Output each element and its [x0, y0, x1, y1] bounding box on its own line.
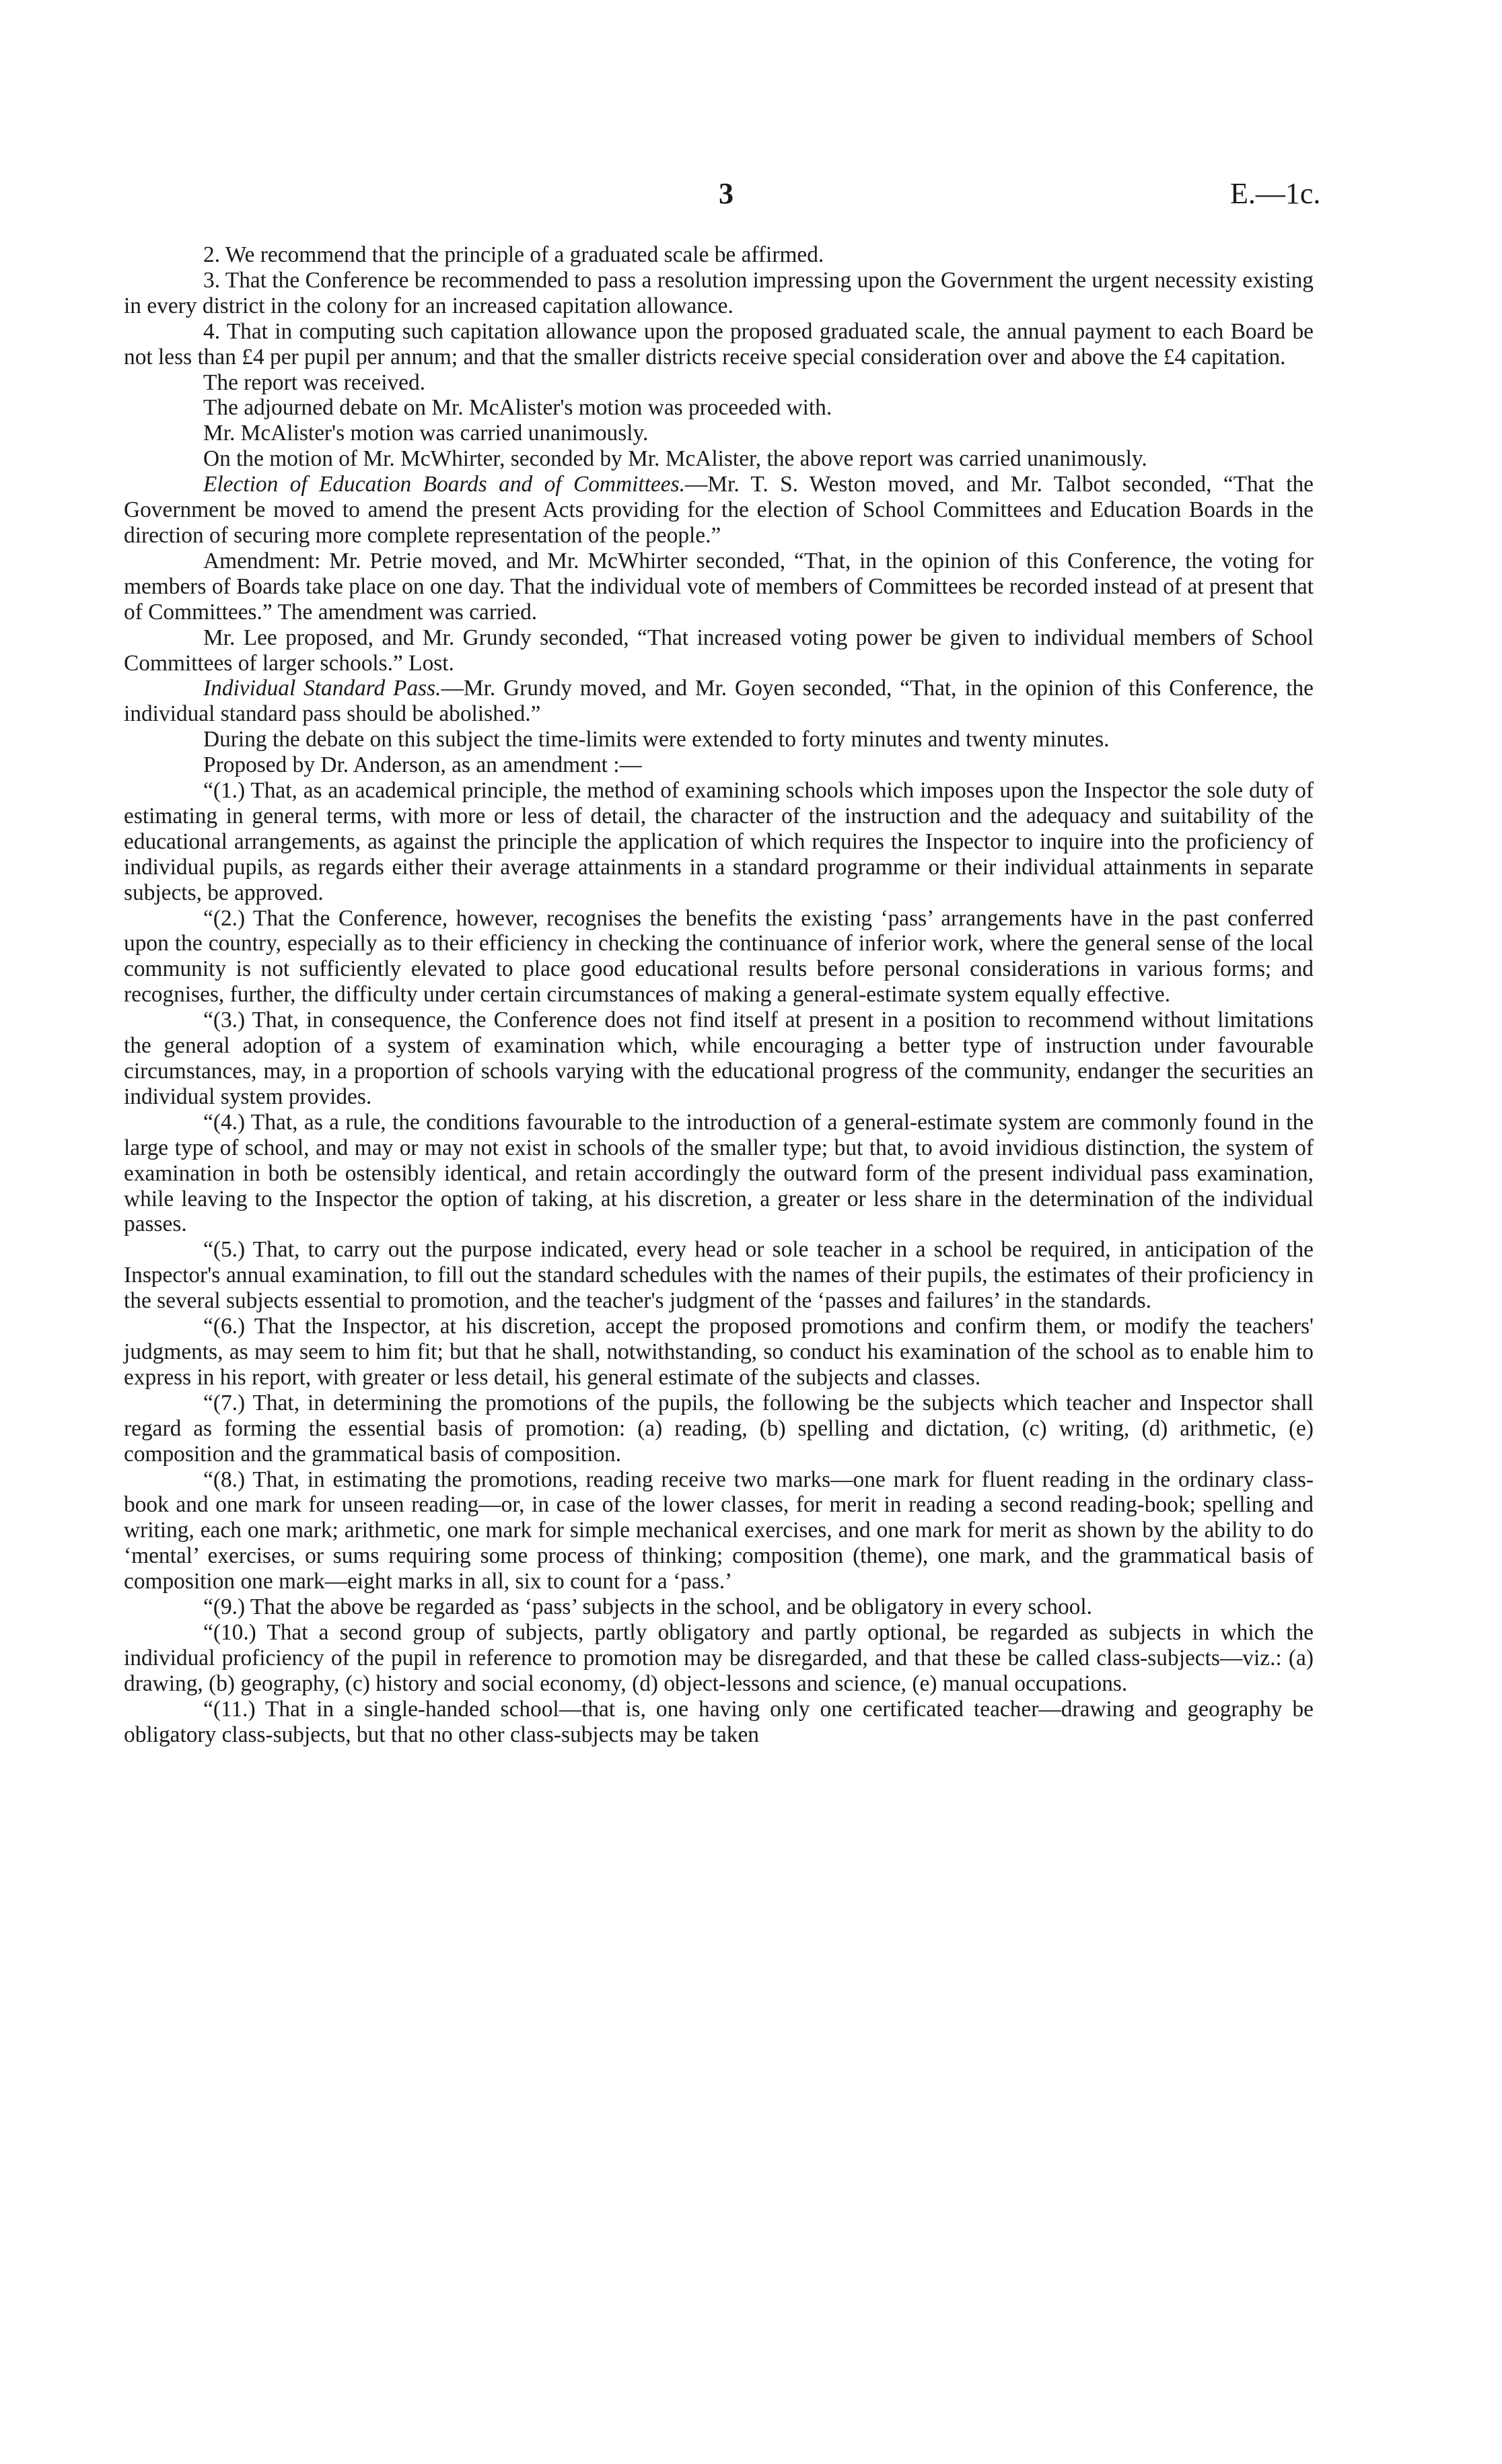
- document-reference: E.—1c.: [1230, 177, 1321, 210]
- paragraph: 2. We recommend that the principle of a graduated scale be affirmed.: [203, 242, 824, 267]
- paragraph: On the motion of Mr. McWhirter, seconded by Mr. McAlister, the above report was carried unanimously.: [203, 446, 1147, 472]
- paragraph: “(3.) That, in consequence, the Conference does not find itself at present in a position to recommend without limitations the general adoption of a system of examination which, while encouraging a better type of instruction under favourable circumstances, may, in a proportion of schools varying with the educational progress of the community, endanger the securities an individual system provides.: [124, 1008, 1314, 1109]
- paragraph: “(7.) That, in determining the promotions of the pupils, the following be the subjects which teacher and Inspector shall regard as forming the essential basis of promotion: (a) reading, (b) spelling and dictation, (c) writing, (d) arithmetic, (e) composition and the grammatical basis of composition.: [124, 1390, 1314, 1467]
- paragraph: “(2.) That the Conference, however, recognises the benefits the existing ‘pass’ arrangements have in the past conferred upon the country, especially as to their efficiency in checking the continuance of inferior work, where the general sense of the local community is not sufficiently elevated to place good educational results before personal considerations in various forms; and recognises, further, the difficulty under certain circumstances of making a general-estimate system equally effective.: [124, 905, 1314, 1008]
- page-number: 3: [719, 177, 734, 210]
- body-text: [124, 242, 1314, 1747]
- paragraph: During the debate on this subject the time-limits were extended to forty minutes and twenty minutes.: [203, 727, 1110, 752]
- paragraph: Proposed by Dr. Anderson, as an amendment :—: [203, 752, 642, 778]
- paragraph: “(9.) That the above be regarded as ‘pass’ subjects in the school, and be obligatory in every school.: [203, 1594, 1092, 1620]
- paragraph: “(4.) That, as a rule, the conditions favourable to the introduction of a general-estimate system are commonly found in the large type of school, and may or may not exist in schools of the smaller type; but that, to avoid invidious distinction, the system of examination in both be ostensibly identical, and retain accordingly the outward form of the present individual pass examination, while leaving to the Inspector the option of taking, at his discretion, a greater or less share in the determination of the individual passes.: [124, 1109, 1314, 1237]
- paragraph: The adjourned debate on Mr. McAlister's motion was proceeded with.: [203, 395, 832, 421]
- page-header: [0, 176, 1502, 217]
- paragraph: “(1.) That, as an academical principle, the method of examining schools which imposes upon the Inspector the sole duty of estimating in general terms, with more or less of detail, the character of the instruction and the adequacy and suitability of the educational arrangements, as against the principle the application of which requires the Inspector to inquire into the proficiency of individual pupils, as regards either their average attainments in a standard programme or their individual attainments in separate subjects, be approved.: [124, 778, 1314, 905]
- paragraph: Amendment: Mr. Petrie moved, and Mr. McWhirter seconded, “That, in the opinion of this Conference, the voting for members of Boards take place on one day. That the individual vote of members of Committees be recorded instead of at present that of Committees.” The amendment was carried.: [124, 548, 1314, 625]
- paragraph: “(10.) That a second group of subjects, partly obligatory and partly optional, be regarded as subjects in which the individual proficiency of the pupil in reference to promotion may be disregarded, and that these be called class-subjects—viz.: (a) drawing, (b) geography, (c) history and social economy, (d) object-lessons and science, (e) manual occupations.: [124, 1619, 1314, 1696]
- paragraph: The report was received.: [203, 369, 426, 395]
- paragraph: “(11.) That in a single-handed school—that is, one having only one certificated teacher—drawing and geography be obligatory class-subjects, but that no other class-subjects may be taken: [124, 1696, 1314, 1747]
- paragraph: “(6.) That the Inspector, at his discretion, accept the proposed promotions and confirm them, or modify the teachers' judgments, as may seem to him fit; but that he shall, notwithstanding, so conduct his examination of the school as to enable him to express in his report, with greater or less detail, his general estimate of the subjects and classes.: [124, 1314, 1314, 1390]
- paragraph: Election of Education Boards and of Committees.—Mr. T. S. Weston moved, and Mr. Talbot seconded, “That the Government be moved to amend the present Acts providing for the election of School Committees and Education Boards in the direction of securing more complete representation of the people.”: [124, 472, 1314, 548]
- paragraph: Mr. McAlister's motion was carried unanimously.: [203, 421, 649, 446]
- paragraph: 4. That in computing such capitation allowance upon the proposed graduated scale, the annual payment to each Board be not less than £4 per pupil per annum; and that the smaller districts receive special consideration over and above the £4 capitation.: [124, 318, 1314, 369]
- paragraph: “(8.) That, in estimating the promotions, reading receive two marks—one mark for fluent reading in the ordinary class-book and one mark for unseen reading—or, in case of the lower classes, for merit in reading a second reading-book; spelling and writing, each one mark; arithmetic, one mark for simple mechanical exercises, and one mark for merit as shown by the ability to do ‘mental’ exercises, or sums requiring some process of thinking; composition (theme), one mark, and the grammatical basis of composition one mark—eight marks in all, six to count for a ‘pass.’: [124, 1467, 1314, 1594]
- section-heading: Election of Education Boards and of Committees.: [203, 472, 685, 497]
- section-heading: Individual Standard Pass.: [203, 676, 441, 701]
- paragraph: Individual Standard Pass.—Mr. Grundy moved, and Mr. Goyen seconded, “That, in the opinion of this Conference, the individual standard pass should be abolished.”: [124, 676, 1314, 727]
- paragraph: Mr. Lee proposed, and Mr. Grundy seconded, “That increased voting power be given to individual members of School Committees of larger schools.” Lost.: [124, 625, 1314, 676]
- paragraph: “(5.) That, to carry out the purpose indicated, every head or sole teacher in a school be required, in anticipation of the Inspector's annual examination, to fill out the standard schedules with the names of their pupils, the estimates of their proficiency in the several subjects essential to promotion, and the teacher's judgment of the ‘passes and failures’ in the standards.: [124, 1237, 1314, 1314]
- paragraph: 3. That the Conference be recommended to pass a resolution impressing upon the Government the urgent necessity existing in every district in the colony for an increased capitation allowance.: [124, 267, 1314, 318]
